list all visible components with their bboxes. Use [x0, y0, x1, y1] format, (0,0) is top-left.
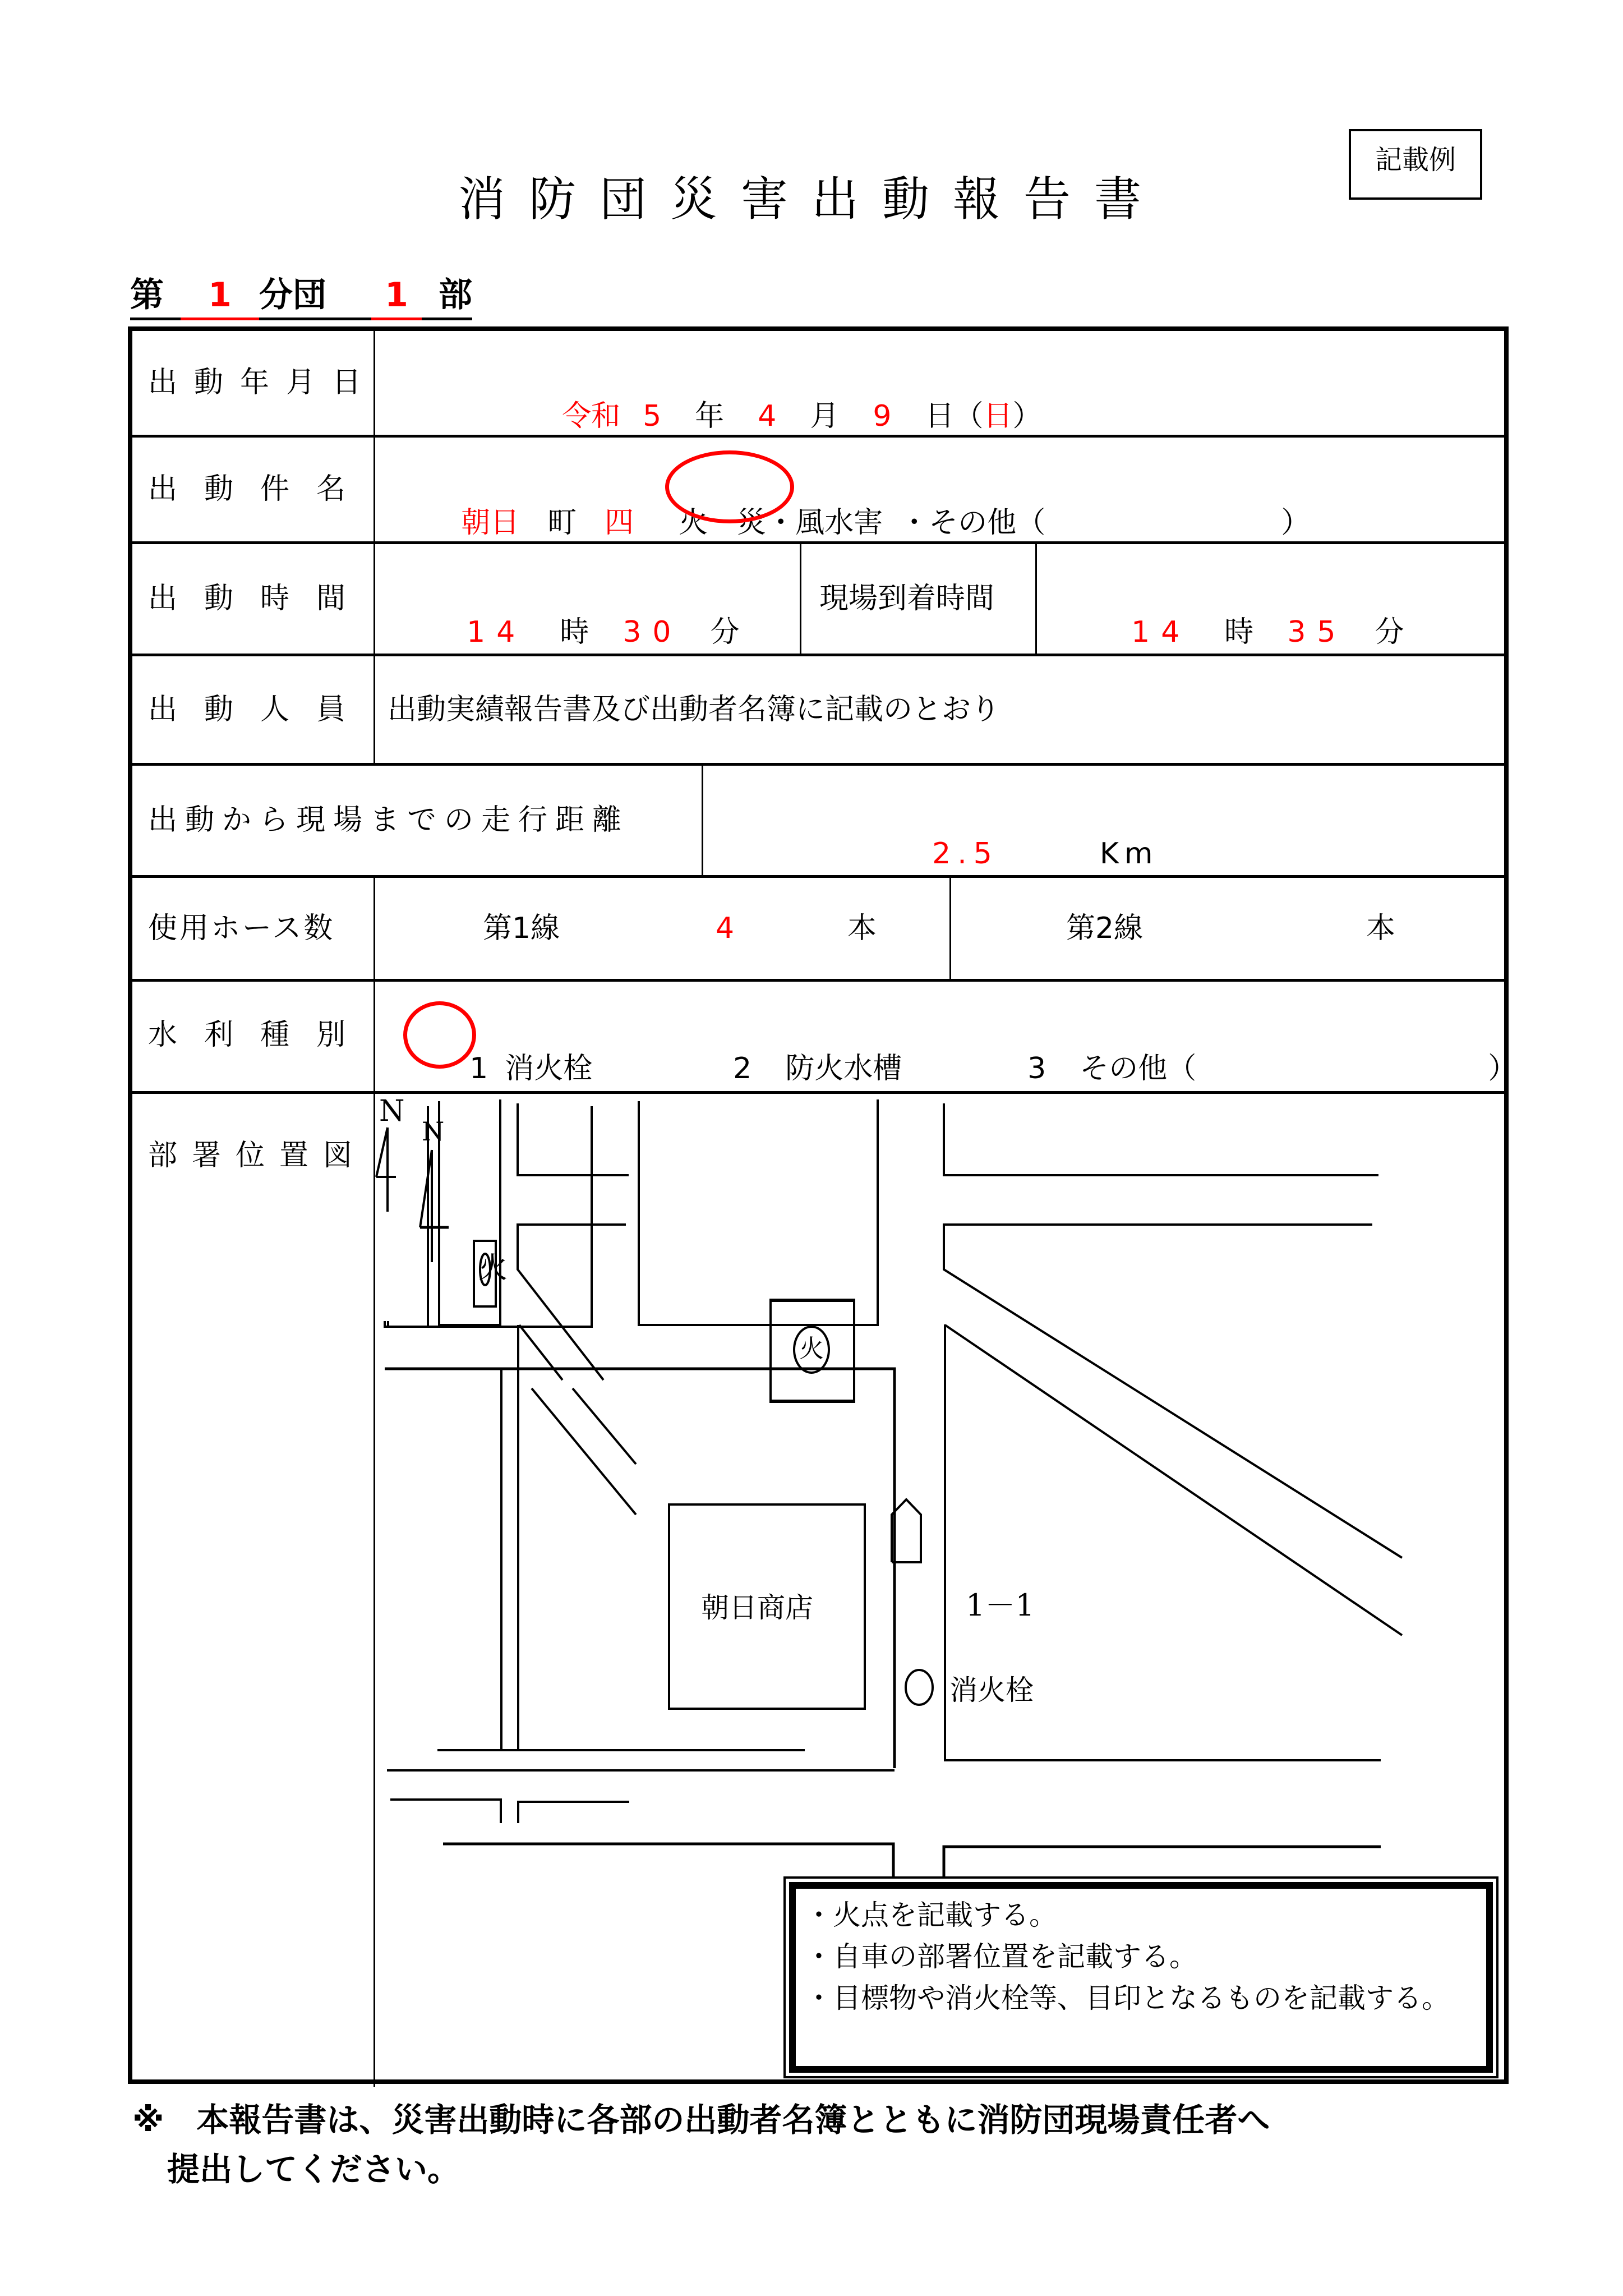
label-water-source: 水利種別 [148, 1018, 373, 1052]
day-value: 9 [873, 399, 892, 433]
hydrant-icon [906, 1670, 1034, 1706]
svg-text:N: N [379, 1094, 405, 1128]
road-lines [385, 1099, 1402, 1879]
footer-line-2: 提出してください。 [167, 2150, 460, 2188]
example-badge-label: 記載例 [1375, 144, 1456, 176]
notes-inner [789, 1882, 1493, 2073]
fire-engine-icon [892, 1499, 1035, 1623]
type-other-option[interactable]: その他（ [929, 506, 1046, 540]
minute-unit: 分 [1375, 615, 1404, 649]
paren-close: ） [1488, 1052, 1518, 1085]
note-item: ・自車の部署位置を記載する。 [805, 1940, 1197, 1973]
distance-unit: Km [1099, 837, 1159, 871]
option-number: 3 [1027, 1052, 1046, 1085]
minute-unit: 分 [710, 615, 740, 649]
label-personnel: 出動人員 [148, 693, 373, 726]
option-label: 防火水槽 [785, 1052, 902, 1085]
hose-line1-unit: 本 [847, 912, 877, 945]
separator: ・ [900, 506, 929, 540]
label-dispatch-time: 出動時間 [148, 582, 373, 615]
note-item: ・目標物や消火栓等、目印となるものを記載する。 [805, 1982, 1450, 2014]
option-number: 2 [733, 1052, 752, 1085]
page-title: 消防団災害出動報告書 [458, 172, 1165, 227]
year-unit: 年 [695, 399, 725, 433]
month-value: 4 [758, 399, 777, 433]
hose-line2-label: 第2線 [1066, 912, 1144, 945]
paren-close: ） [1281, 506, 1311, 540]
svg-text:朝日商店: 朝日商店 [701, 1591, 813, 1624]
unit-prefix: 第 [130, 273, 181, 320]
north-arrow-icon [420, 1116, 449, 1262]
paren-open: （ [954, 399, 984, 433]
footer-note [132, 2095, 1270, 2194]
type-storm-option[interactable]: 風水害 [795, 506, 883, 540]
section-suffix: 部 [422, 273, 472, 320]
personnel-field[interactable]: 出動実績報告書及び出動者名簿に記載のとおり [388, 693, 1000, 726]
label-distance: 出動から現場までの走行距離 [148, 803, 630, 837]
label-incident-name: 出動件名 [148, 472, 373, 506]
dispatch-hour: 14 [467, 615, 527, 649]
hose-line1-label: 第1線 [483, 912, 560, 945]
month-unit: 月 [810, 399, 840, 433]
option-label: 消火栓 [505, 1052, 593, 1085]
hose-line2-unit: 本 [1366, 912, 1396, 945]
division-number-field[interactable]: 1 [181, 273, 259, 320]
svg-text:火: 火 [478, 1251, 508, 1285]
hour-unit: 時 [1224, 615, 1254, 649]
type-fire-option[interactable]: 火 災 [679, 506, 767, 540]
distance-value: 2.5 [932, 837, 999, 871]
svg-text:消火栓: 消火栓 [949, 1674, 1034, 1706]
notes-box [783, 1876, 1498, 2078]
division-suffix: 分団 [259, 273, 371, 320]
label-arrival-time: 現場到着時間 [819, 582, 995, 615]
hose-line1-count[interactable]: 4 [716, 912, 735, 945]
dispatch-minute: 30 [623, 615, 683, 649]
section-number-field[interactable]: 1 [371, 273, 422, 320]
svg-text:N: N [422, 1116, 445, 1147]
note-item: ・火点を記載する。 [805, 1899, 1057, 1931]
arrival-hour: 14 [1131, 615, 1191, 649]
arrival-minute: 35 [1287, 615, 1347, 649]
shop-building [669, 1504, 865, 1709]
town-unit: 町 [547, 506, 577, 540]
chome-value: 四 [605, 506, 634, 540]
footer-line-1: ※ 本報告書は、災害出動時に各部の出動者名簿とともに消防団現場責任者へ [132, 2101, 1270, 2139]
label-hose-count: 使用ホース数 [148, 912, 335, 945]
hour-unit: 時 [560, 615, 589, 649]
option-label: その他（ [1080, 1052, 1197, 1085]
svg-text:1－1: 1－1 [966, 1588, 1035, 1623]
day-unit: 日 [925, 399, 955, 433]
label-dispatch-date: 出動年月日 [148, 366, 379, 399]
year-value: 5 [643, 399, 662, 433]
paren-close: ） [1012, 399, 1042, 433]
era: 令和 [562, 399, 621, 433]
option-number: 1 [469, 1052, 488, 1085]
separator: ・ [766, 506, 796, 540]
label-position-map: 部署位置図 [148, 1139, 367, 1172]
town-name: 朝日 [461, 506, 520, 540]
fire-mark-icon: 火 [793, 1326, 830, 1374]
weekday-value: 日 [983, 399, 1013, 433]
